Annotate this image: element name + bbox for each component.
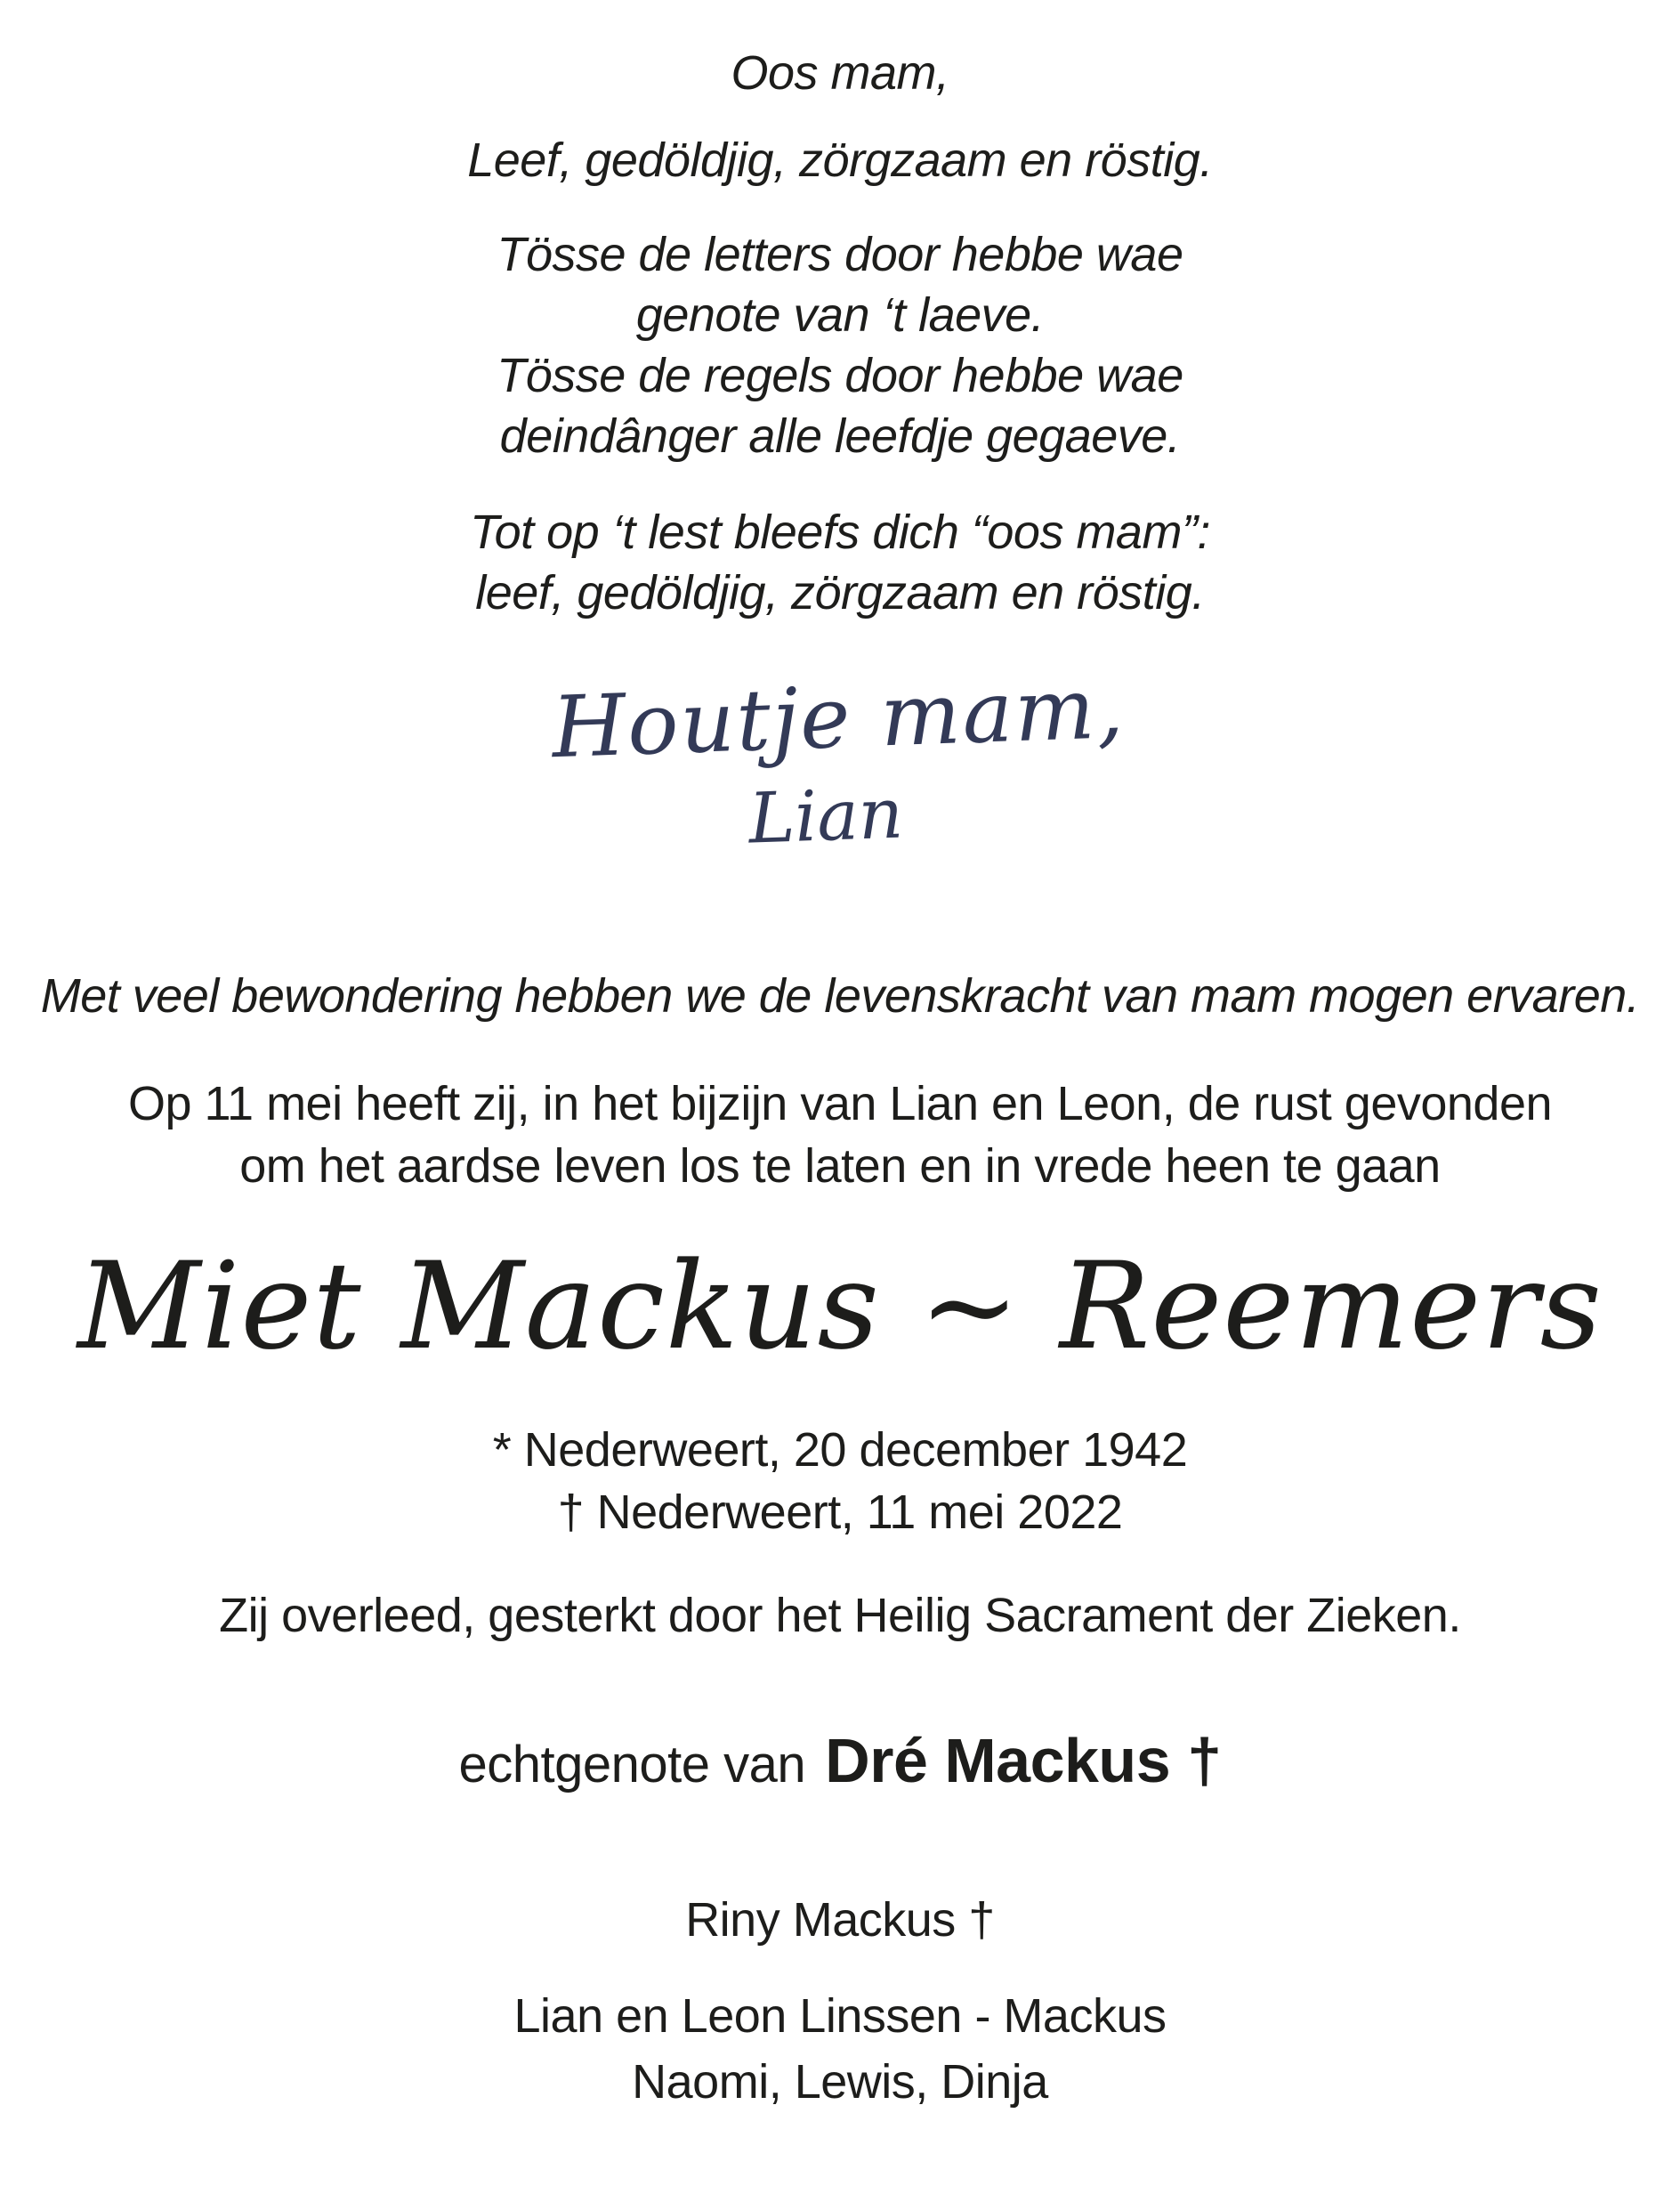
life-dates bbox=[0, 1419, 1680, 1543]
death-date-line: † Nederweert, 11 mei 2022 bbox=[557, 1486, 1123, 1539]
signature-farewell-line: Houtje mam, bbox=[550, 659, 1127, 778]
relative-widower-line: Riny Mackus † bbox=[685, 1893, 995, 1947]
relatives-grandchildren-line: Naomi, Lewis, Dinja bbox=[632, 2055, 1048, 2109]
spouse-line bbox=[0, 1725, 1680, 1801]
announcement-line: om het aardse leven los te laten en in vrede heen te gaan bbox=[239, 1139, 1441, 1193]
poem-line: genote van ‘t laeve. bbox=[635, 288, 1045, 342]
poem-line: deindânger alle leefdje gegaeve. bbox=[499, 409, 1181, 463]
poem-line: Tösse de letters door hebbe wae bbox=[497, 228, 1183, 281]
deceased-name: Miet Mackus ~ Reemers bbox=[77, 1236, 1603, 1376]
poem-line: Tot op ‘t lest bleefs dich “oos mam”: bbox=[470, 506, 1210, 559]
birth-date-line: * Nederweert, 20 december 1942 bbox=[492, 1423, 1188, 1477]
poem-motto-line: Leef, gedöldjig, zörgzaam en röstig. bbox=[467, 134, 1213, 187]
poem-line: leef, gedöldjig, zörgzaam en röstig. bbox=[475, 566, 1205, 619]
poem-closing-stanza bbox=[0, 502, 1680, 623]
death-announcement bbox=[0, 1073, 1680, 1197]
announcement-line: Op 11 mei heeft zij, in het bijzijn van Lian en Leon, de rust gevonden bbox=[127, 1077, 1553, 1130]
spouse-name: Dré Mackus † bbox=[825, 1726, 1222, 1795]
relatives-children-line: Lian en Leon Linssen - Mackus bbox=[513, 1989, 1167, 2043]
handwritten-signature bbox=[0, 634, 1680, 888]
relatives-group bbox=[0, 1983, 1680, 2115]
sacrament-line: Zij overleed, gesterkt door het Heilig Sacrament der Zieken. bbox=[219, 1589, 1461, 1642]
poem-opening-line: Oos mam, bbox=[731, 46, 949, 100]
poem-line: Tösse de regels door hebbe wae bbox=[497, 349, 1183, 402]
spouse-prefix: echtgenote van bbox=[458, 1736, 806, 1793]
signature-name: Lian bbox=[747, 773, 905, 860]
poem-stanza bbox=[0, 224, 1680, 466]
tribute-line: Met veel bewondering hebben we de levenskracht van mam mogen ervaren. bbox=[40, 969, 1640, 1023]
